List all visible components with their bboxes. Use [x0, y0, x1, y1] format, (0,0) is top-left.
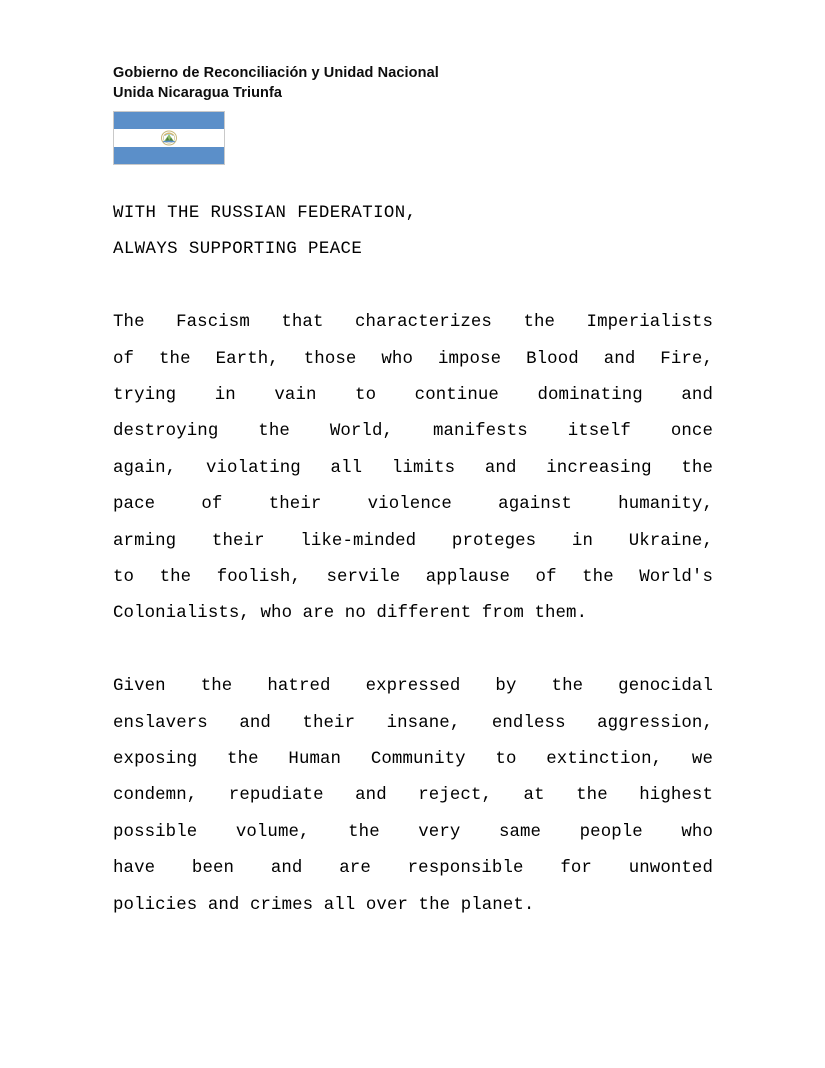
flag-stripe-top: [114, 112, 224, 129]
text-line: have been and are responsible for unwonted: [113, 859, 713, 879]
document-title: [113, 196, 713, 269]
document-title-line-2: ALWAYS SUPPORTING PEACE: [113, 240, 363, 260]
text-line: Given the hatred expressed by the genocidal: [113, 677, 713, 697]
letterhead-line-government: Gobierno de Reconciliación y Unidad Nacional: [113, 65, 439, 81]
text-line: The Fascism that characterizes the Imperialists: [113, 313, 713, 333]
text-line: Colonialists, who are no different from them.: [113, 604, 588, 624]
title-body-spacer: [113, 269, 713, 305]
text-line: arming their like-minded proteges in Ukraine,: [113, 531, 713, 551]
text-line: exposing the Human Community to extinction, we: [113, 750, 713, 770]
coat-of-arms-icon: [158, 130, 180, 147]
text-line: possible volume, the very same people who: [113, 822, 713, 842]
nicaragua-flag-icon: [113, 111, 225, 165]
text-line: pace of their violence against humanity,: [113, 495, 713, 515]
letterhead-line-slogan: Unida Nicaragua Triunfa: [113, 84, 283, 101]
text-line: trying in vain to continue dominating and: [113, 386, 713, 406]
text-line: condemn, repudiate and reject, at the highest: [113, 786, 713, 806]
document-title-line-1: WITH THE RUSSIAN FEDERATION,: [113, 204, 417, 223]
text-line: again, violating all limits and increasing the: [113, 458, 713, 478]
text-line: of the Earth, those who impose Blood and Fire,: [113, 349, 713, 369]
text-line: policies and crimes all over the planet.: [113, 895, 535, 915]
text-line: destroying the World, manifests itself once: [113, 422, 713, 442]
paragraph-2: [113, 669, 713, 924]
text-line: enslavers and their insane, endless aggression,: [113, 713, 713, 733]
document-body: [113, 196, 713, 924]
letterhead: [113, 64, 733, 103]
paragraph-spacer: [113, 633, 713, 669]
flag-stripe-bottom: [114, 147, 224, 164]
paragraph-1: [113, 305, 713, 633]
text-line: to the foolish, servile applause of the World's: [113, 568, 713, 588]
